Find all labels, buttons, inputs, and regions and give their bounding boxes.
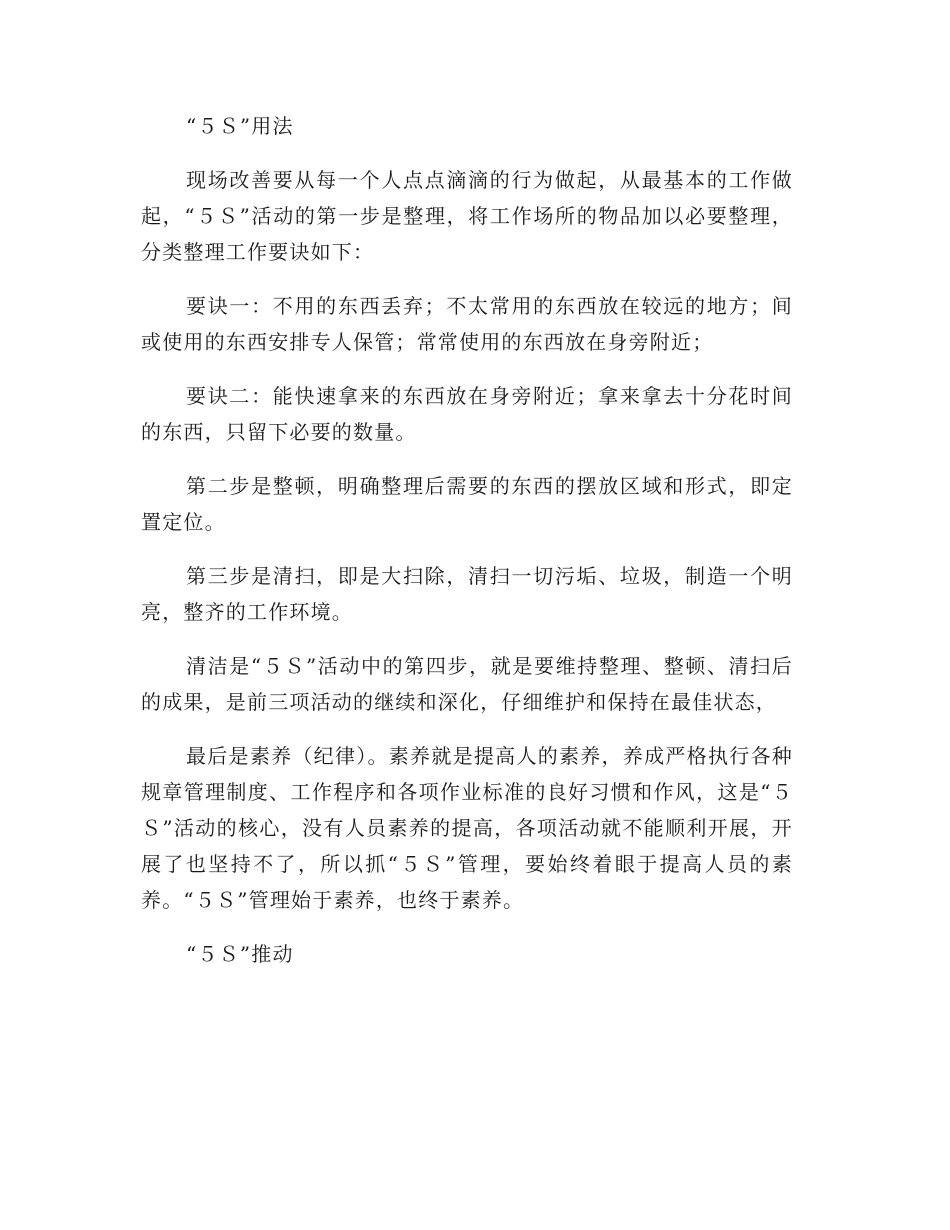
section-heading-5s-promotion: “５Ｓ”推动 (186, 942, 294, 966)
document-body (141, 108, 793, 990)
section-heading-5s-usage: “５Ｓ”用法 (186, 114, 294, 138)
paragraph-step-three: 第三步是清扫，即是大扫除，清扫一切污垢、垃圾，制造一个明亮，整齐的工作环境。 (141, 564, 793, 624)
paragraph-intro: 现场改善要从每一个人点点滴滴的行为做起，从最基本的工作做起，“５Ｓ”活动的第一步是整理，将工作场所的物品加以必要整理，分类整理工作要诀如下： (141, 168, 793, 264)
paragraph-step-two: 第二步是整顿，明确整理后需要的东西的摆放区域和形式，即定置定位。 (141, 474, 793, 534)
paragraph-step-four: 清洁是“５Ｓ”活动中的第四步，就是要维持整理、整顿、清扫后的成果，是前三项活动的继续和深化，仔细维护和保持在最佳状态， (141, 654, 793, 714)
paragraph-step-five: 最后是素养（纪律）。素养就是提高人的素养，养成严格执行各种规章管理制度、工作程序和各项作业标准的良好习惯和作风，这是“５Ｓ”活动的核心，没有人员素养的提高，各项活动就不能顺利开展，开展了也坚持不了，所以抓“５Ｓ”管理，要始终着眼于提高人员的素养。“５Ｓ”管理始于素养，也终于素养。 (141, 744, 793, 912)
paragraph-tip-one: 要诀一：不用的东西丢弃；不太常用的东西放在较远的地方；间或使用的东西安排专人保管；常常使用的东西放在身旁附近； (141, 294, 793, 354)
paragraph-tip-two: 要诀二：能快速拿来的东西放在身旁附近；拿来拿去十分花时间的东西，只留下必要的数量。 (141, 384, 793, 444)
